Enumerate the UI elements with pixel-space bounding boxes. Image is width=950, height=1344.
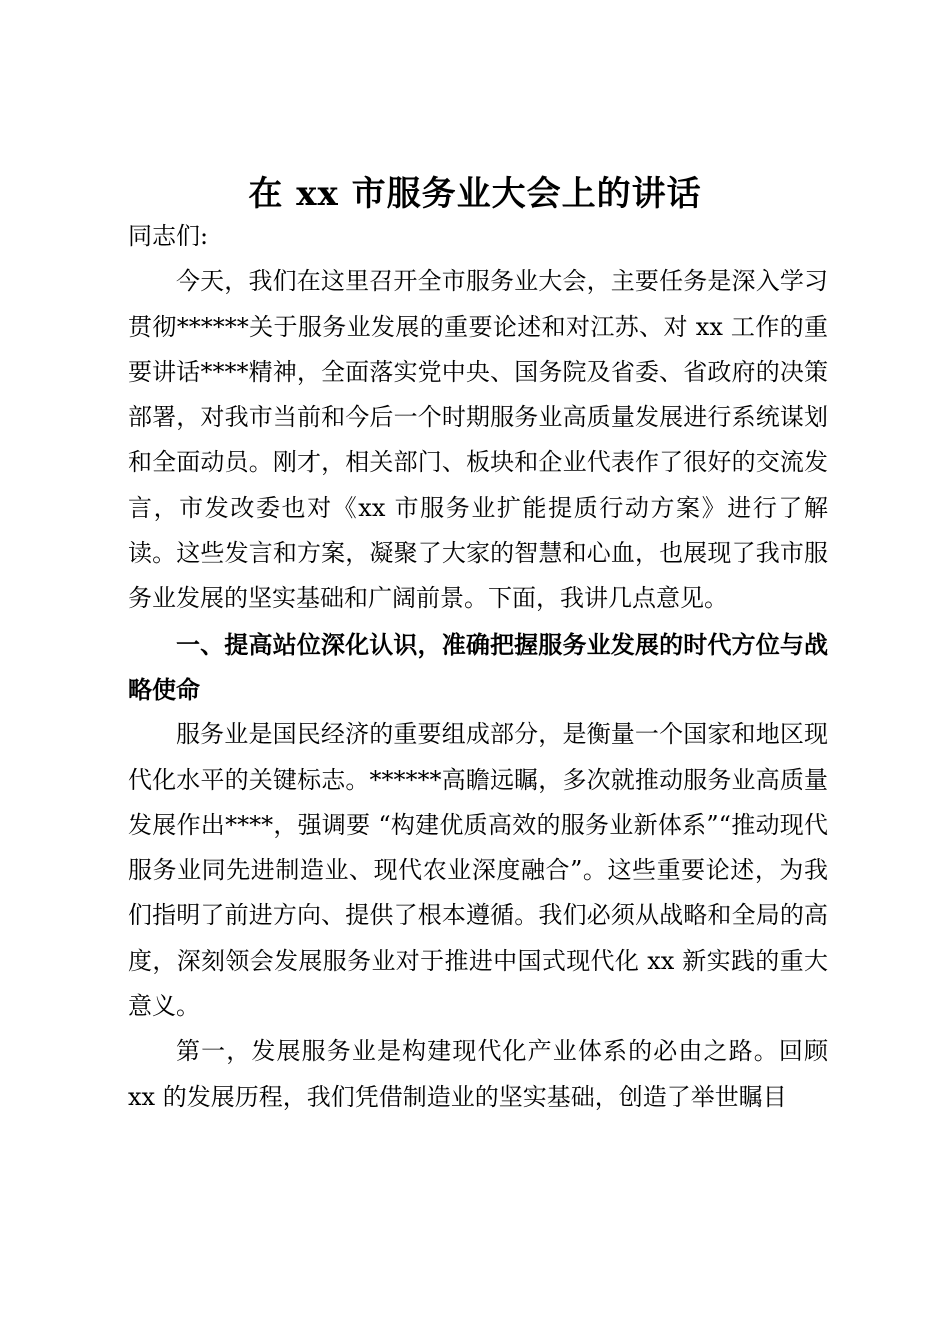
section-1-paragraph-1: 服务业是国民经济的重要组成部分，是衡量一个国家和地区现代化水平的关键标志。******高瞻远瞩，多次就推动服务业高质量发展作出****，强调要 “构建优质高效的服务业新体系”“推动现代服务业同先进制造业、现代农业深度融合”。这些重要论述，为我们指明了前进方向、提供了根本遵循。我们必须从战略和全局的高度，深刻领会发展服务业对于推进中国式现代化 xx 新实践的重大意义。 — [128, 720, 828, 1021]
document-body — [128, 214, 828, 1120]
document-title: 在 xx 市服务业大会上的讲话 — [248, 174, 702, 214]
section-1-paragraph-2: 第一，发展服务业是构建现代化产业体系的必由之路。回顾 xx 的发展历程，我们凭借制造业的坚实基础，创造了举世瞩目 — [128, 1037, 828, 1111]
section-heading-1: 一、提高站位深化认识，准确把握服务业发展的时代方位与战略使命 — [128, 629, 828, 704]
intro-paragraph: 今天，我们在这里召开全市服务业大会，主要任务是深入学习贯彻******关于服务业发展的重要论述和对江苏、对 xx 工作的重要讲话****精神，全面落实党中央、国务院及省委、省政府的决策部署，对我市当前和今后一个时期服务业高质量发展进行系统谋划和全面动员。刚才，相关部门、板块和企业代表作了很好的交流发言，市发改委也对《xx 市服务业扩能提质行动方案》进行了解读。这些发言和方案，凝聚了大家的智慧和心血，也展现了我市服务业发展的坚实基础和广阔前景。下面，我讲几点意见。 — [128, 267, 828, 613]
salutation: 同志们: — [128, 222, 209, 250]
